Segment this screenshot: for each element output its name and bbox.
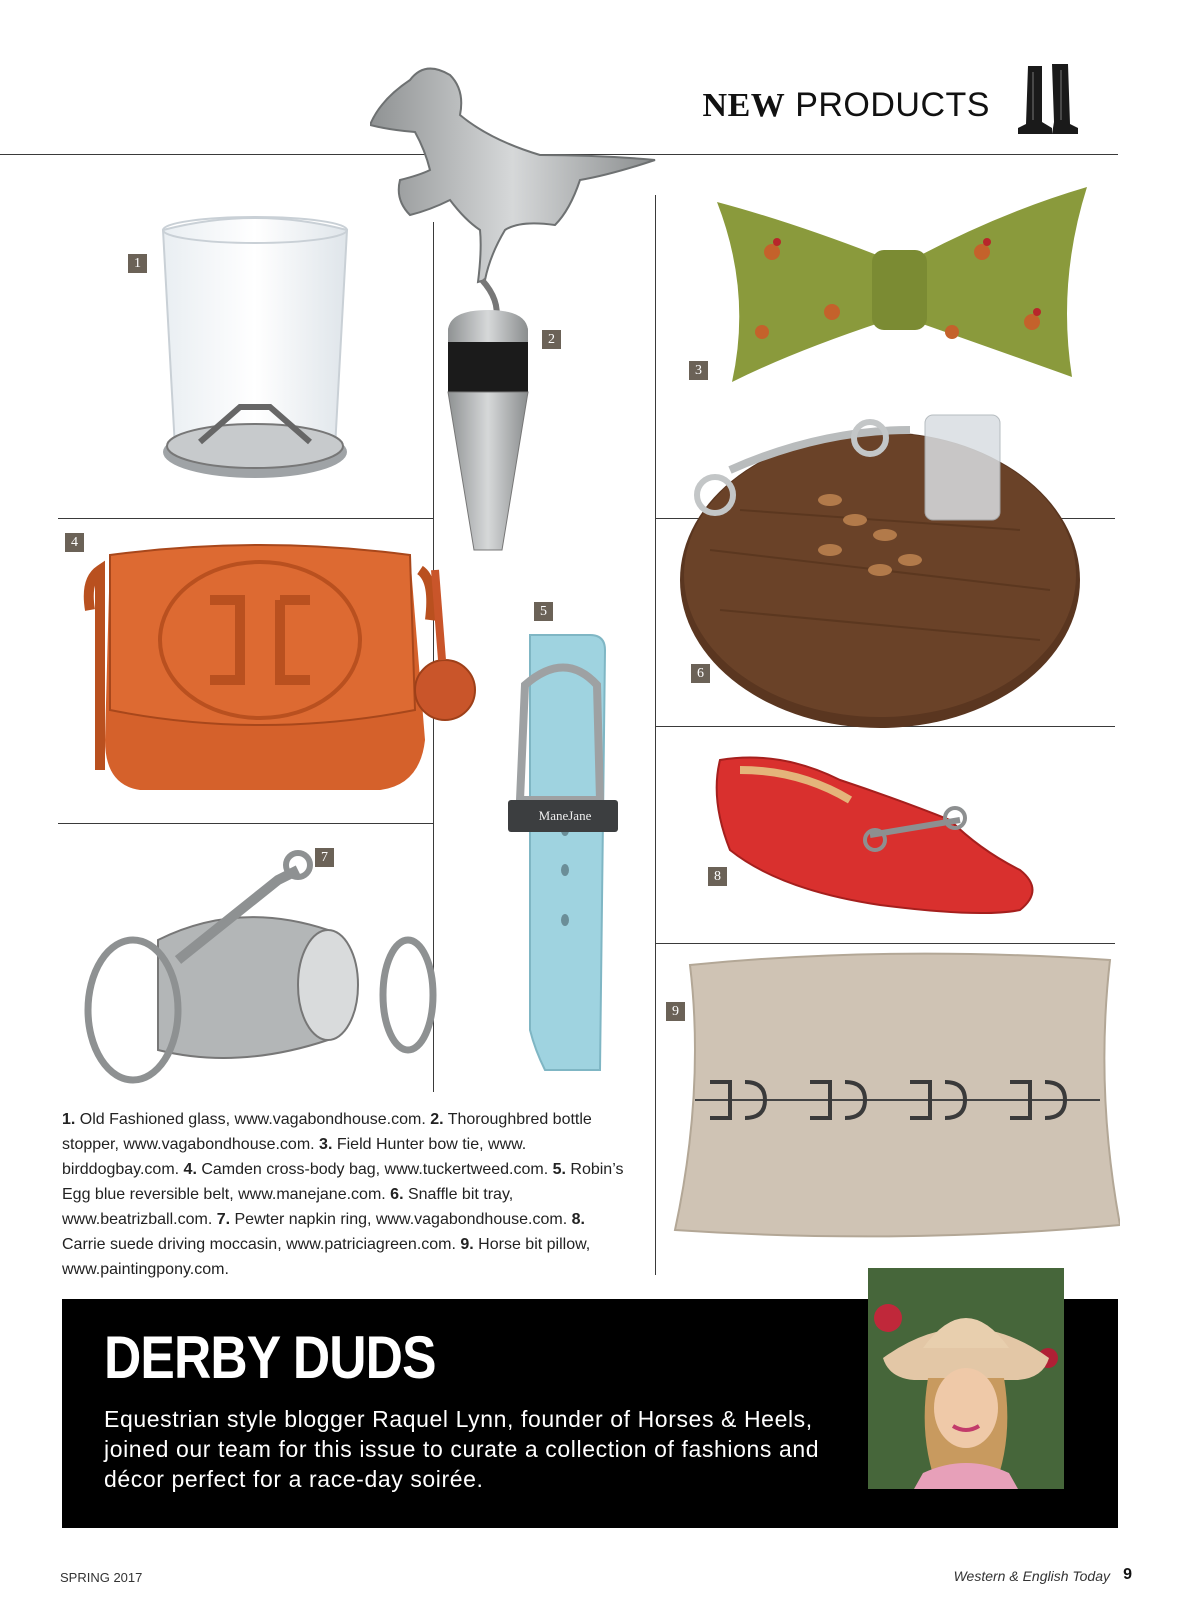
snaffle-bit-tray-image — [670, 410, 1085, 730]
caption-item-1: 1. Old Fashioned glass, www.vagabondhouse.com. — [62, 1111, 431, 1128]
caption-item-2: 2. Thoroughbred bottle stopper, www.vagabondhouse.com. — [62, 1111, 592, 1153]
reversible-belt-image — [505, 630, 635, 1085]
section-title — [703, 86, 990, 125]
item-number-8: 8 — [707, 866, 728, 887]
footer-issue: SPRING 2017 — [60, 1570, 143, 1585]
item-number-4: 4 — [64, 532, 85, 553]
pewter-napkin-ring-image — [78, 840, 458, 1090]
driving-moccasin-image — [700, 740, 1045, 920]
item-number-1: 1 — [127, 253, 148, 274]
horse-bit-pillow-image — [670, 950, 1120, 1240]
divider-left-2 — [58, 823, 433, 824]
section-title-products: PRODUCTS — [795, 86, 990, 124]
horse-bottle-stopper-image — [370, 60, 670, 570]
caption-item-8: 8. Carrie suede driving moccasin, www.patriciagreen.com. — [62, 1211, 585, 1253]
item-number-3: 3 — [688, 360, 709, 381]
riding-boots-icon — [1012, 62, 1082, 140]
item-number-5: 5 — [533, 601, 554, 622]
belt-brand-logo: ManeJane — [538, 808, 592, 823]
caption-item-4: 4. Camden cross-body bag, www.tuckertweed.com. — [183, 1161, 553, 1178]
blogger-portrait-photo — [868, 1268, 1064, 1489]
blogger-portrait-image — [868, 1268, 1064, 1489]
item-number-6: 6 — [690, 663, 711, 684]
product-caption — [62, 1107, 632, 1282]
caption-item-9: 9. Horse bit pillow, www.paintingpony.com. — [62, 1236, 591, 1278]
caption-item-7: 7. Pewter napkin ring, www.vagabondhouse.com. — [216, 1211, 572, 1228]
divider-right-3 — [655, 943, 1115, 944]
item-number-2: 2 — [541, 329, 562, 350]
old-fashioned-glass-image — [155, 212, 355, 502]
field-hunter-bow-tie-image — [712, 182, 1092, 392]
footer-page-number: 9 — [1123, 1566, 1132, 1583]
item-number-9: 9 — [665, 1001, 686, 1022]
section-title-new: NEW — [702, 87, 786, 124]
caption-item-3: 3. Field Hunter bow tie, www. birddogbay.com. — [62, 1136, 527, 1178]
item-number-7: 7 — [314, 847, 335, 868]
banner-text: Equestrian style blogger Raquel Lynn, founder of Horses & Heels, joined our team for this issue to curate a collection of fashions and décor perfect for a race-day soirée. — [104, 1406, 820, 1492]
caption-item-6: 6. Snaffle bit tray, www.beatrizball.com. — [62, 1186, 514, 1228]
footer-magazine-name: Western & English Today — [953, 1568, 1110, 1584]
cross-body-bag-image — [80, 540, 485, 800]
caption-item-5: 5. Robin’s Egg blue reversible belt, www.manejane.com. — [62, 1161, 624, 1203]
banner-title: DERBY DUDS — [104, 1324, 436, 1391]
